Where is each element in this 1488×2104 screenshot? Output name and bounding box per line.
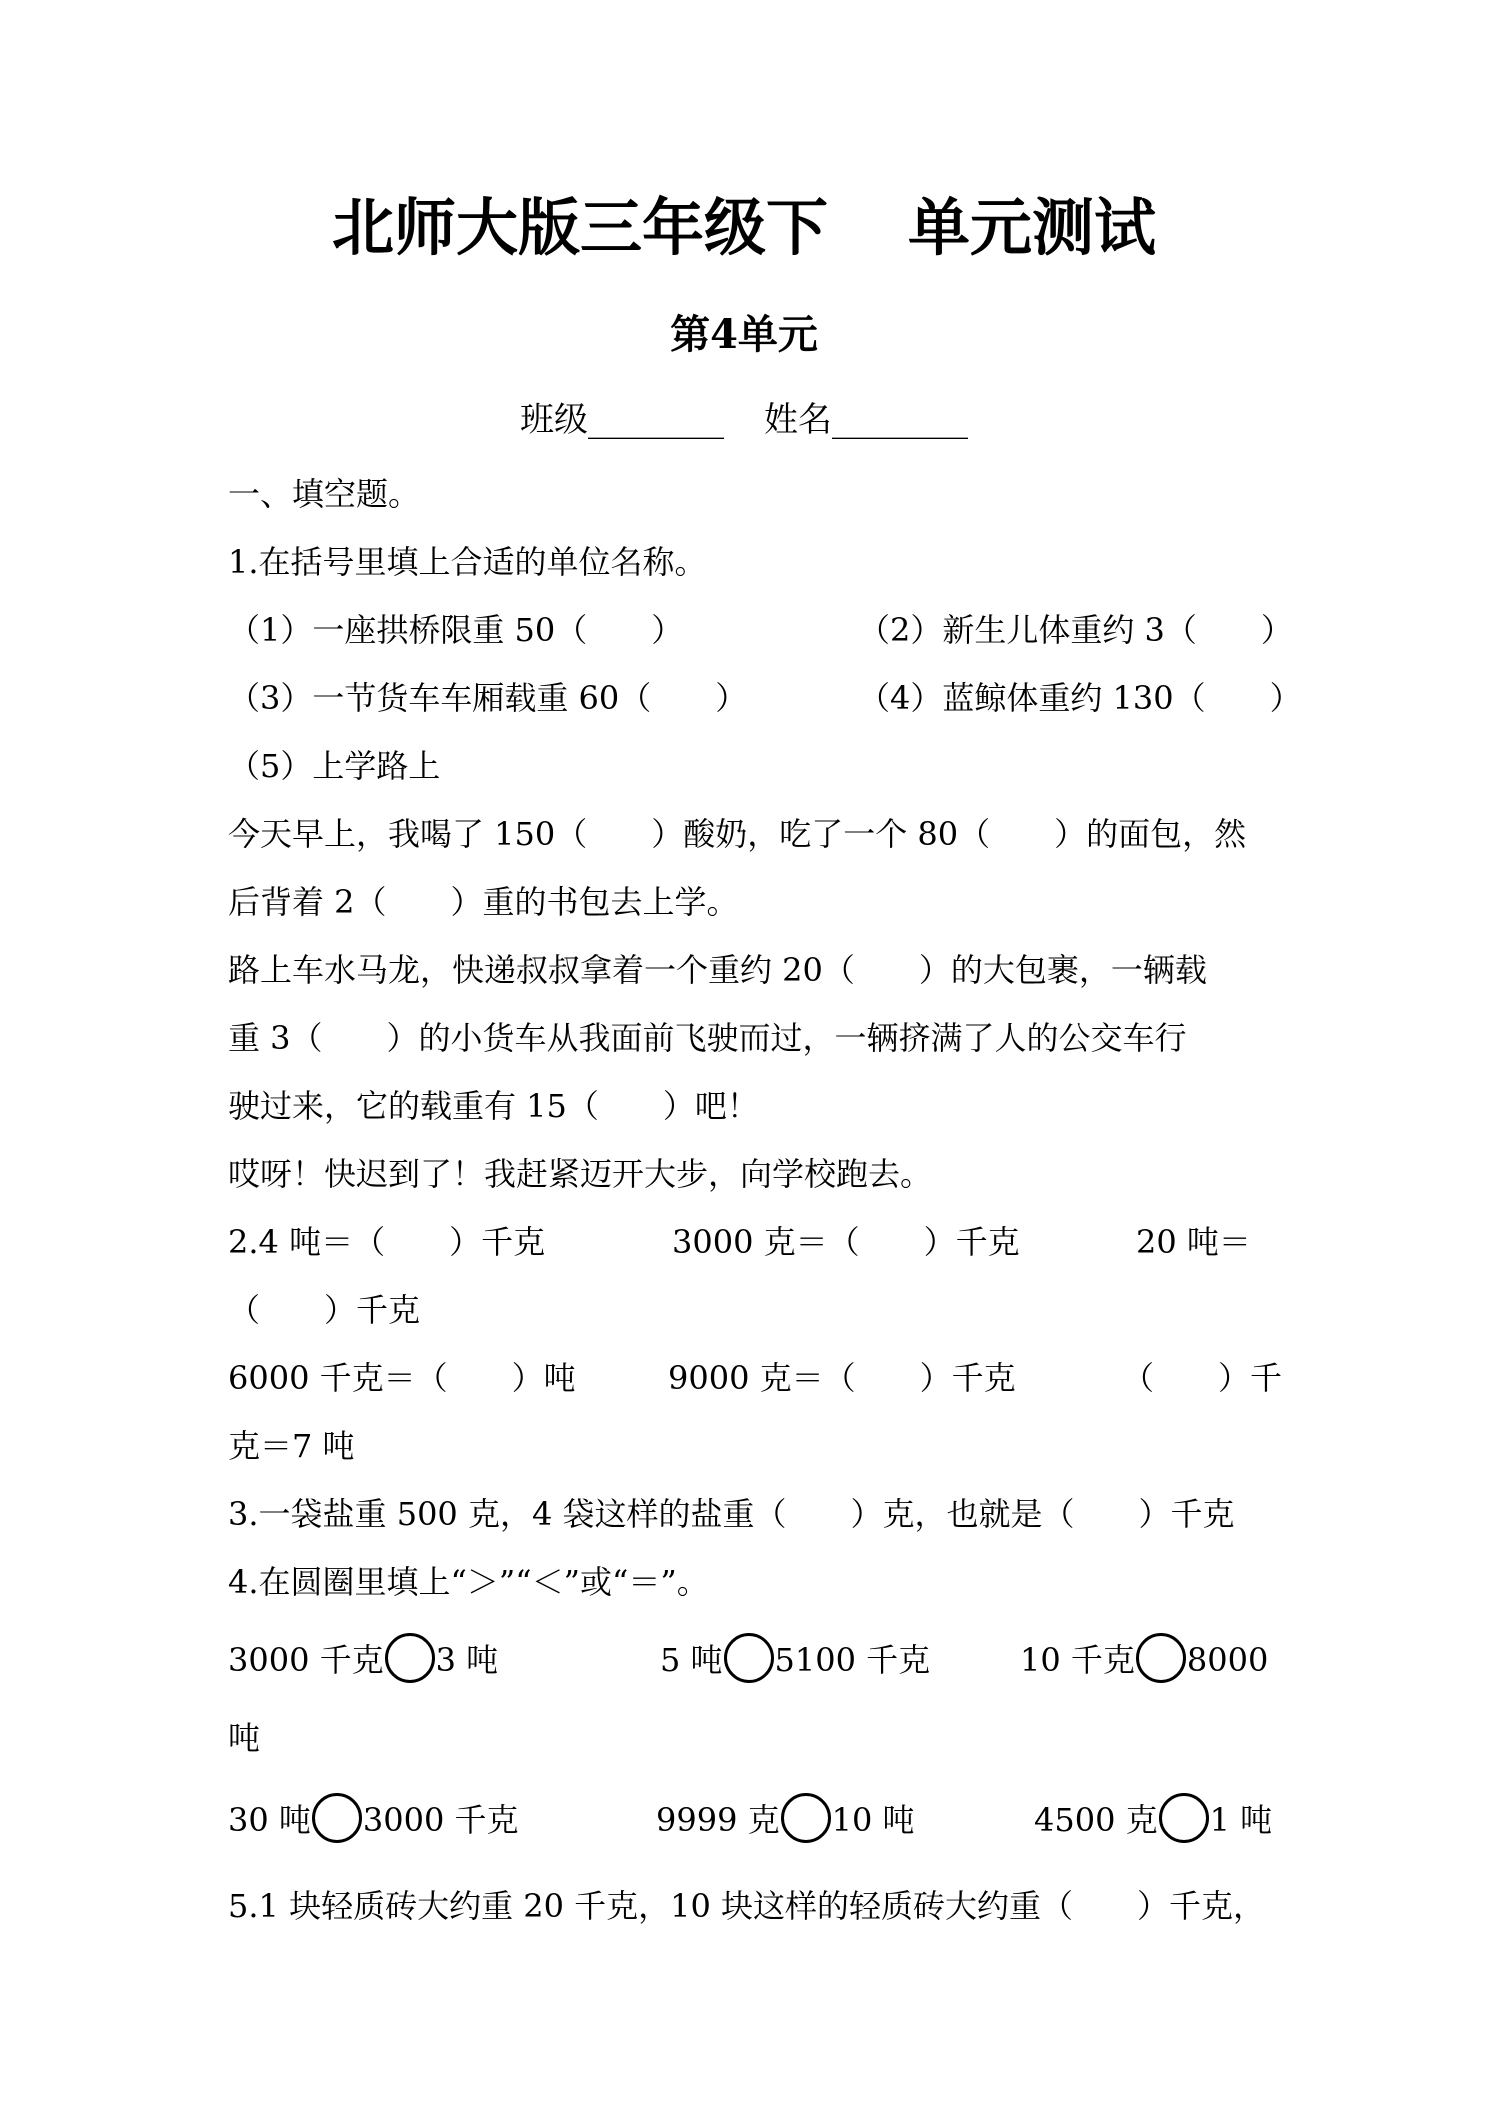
q4-compare-4: [228, 1800, 519, 1843]
q5-text: 5.1 块轻质砖大约重 20 千克，10 块这样的轻质砖大约重（ ）千克，: [228, 1887, 1266, 1925]
unit-subtitle: 第4单元: [670, 311, 818, 358]
q1-item1: （1）一座拱桥限重 50（ ）: [228, 611, 684, 649]
q2-c: 20 吨＝: [1136, 1223, 1251, 1261]
q1-para2-line2: 重 3（ ）的小货车从我面前飞驶而过，一辆挤满了人的公交车行: [228, 1019, 1187, 1057]
q4-c1-right: 3 吨: [435, 1641, 499, 1679]
answer-circle[interactable]: [385, 1633, 435, 1683]
class-field: 班级________: [520, 400, 724, 440]
title-part1: 北师大版三年级下: [331, 191, 828, 264]
q4-c2-left: 5 吨: [660, 1641, 723, 1679]
student-info: [0, 398, 1488, 442]
title-part2: 单元测试: [908, 191, 1157, 264]
q1-para2-line3: 驶过来，它的载重有 15（ ）吧！: [228, 1087, 759, 1125]
q1-item4: （4）蓝鲸体重约 130（ ）: [858, 679, 1302, 717]
q2-c-cont: （ ）千克: [228, 1291, 421, 1329]
q4-c2-right: 5100 千克: [774, 1641, 931, 1679]
q4-compare-6: [1034, 1800, 1272, 1843]
q4-c3-right: 8000: [1186, 1641, 1269, 1679]
q2-f-cont: 克＝7 吨: [228, 1427, 355, 1465]
q4-c6-right: 1 吨: [1209, 1801, 1273, 1839]
q2-f: （ ）千: [1122, 1359, 1283, 1397]
q4-compare-3: [1020, 1640, 1268, 1683]
answer-circle[interactable]: [1159, 1793, 1209, 1843]
answer-circle[interactable]: [781, 1793, 831, 1843]
answer-circle[interactable]: [1136, 1633, 1186, 1683]
q4-compare-1: [228, 1640, 498, 1683]
q1-prompt: 1.在括号里填上合适的单位名称。: [228, 543, 707, 581]
q4-c5-right: 10 吨: [831, 1801, 915, 1839]
q4-compare-5: [656, 1800, 915, 1843]
answer-circle[interactable]: [724, 1633, 774, 1683]
q4-compare-2: [660, 1640, 930, 1683]
q4-c3-cont: 吨: [228, 1719, 261, 1757]
q4-c4-left: 30 吨: [228, 1801, 311, 1839]
q4-c6-left: 4500 克: [1034, 1801, 1158, 1839]
q3-text: 3.一袋盐重 500 克，4 袋这样的盐重（ ）克，也就是（ ）千克: [228, 1495, 1235, 1533]
q4-c3-left: 10 千克: [1020, 1641, 1135, 1679]
q4-c4-right: 3000 千克: [362, 1801, 519, 1839]
answer-circle[interactable]: [312, 1793, 362, 1843]
q4-c1-left: 3000 千克: [228, 1641, 384, 1679]
q2-a: 2.4 吨＝（ ）千克: [228, 1223, 546, 1261]
q1-item2: （2）新生儿体重约 3（ ）: [858, 611, 1293, 649]
q1-para1-line1: 今天早上，我喝了 150（ ）酸奶，吃了一个 80（ ）的面包，然: [228, 815, 1247, 853]
section-heading: 一、填空题。: [228, 475, 421, 513]
q1-para2-line1: 路上车水马龙，快递叔叔拿着一个重约 20（ ）的大包裹，一辆载: [228, 951, 1207, 989]
q1-item5: （5）上学路上: [228, 747, 441, 785]
q1-para1-line2: 后背着 2（ ）重的书包去上学。: [228, 883, 739, 921]
q1-item3: （3）一节货车车厢载重 60（ ）: [228, 679, 748, 717]
q2-d: 6000 千克＝（ ）吨: [228, 1359, 576, 1397]
q4-c5-left: 9999 克: [656, 1801, 780, 1839]
q2-b: 3000 克＝（ ）千克: [672, 1223, 1020, 1261]
q4-prompt: 4.在圆圈里填上“＞”“＜”或“＝”。: [228, 1563, 709, 1601]
q1-para3: 哎呀！快迟到了！我赶紧迈开大步，向学校跑去。: [228, 1155, 933, 1193]
q2-e: 9000 克＝（ ）千克: [668, 1359, 1016, 1397]
name-field: 姓名________: [764, 400, 968, 440]
page-title: [0, 192, 1488, 264]
